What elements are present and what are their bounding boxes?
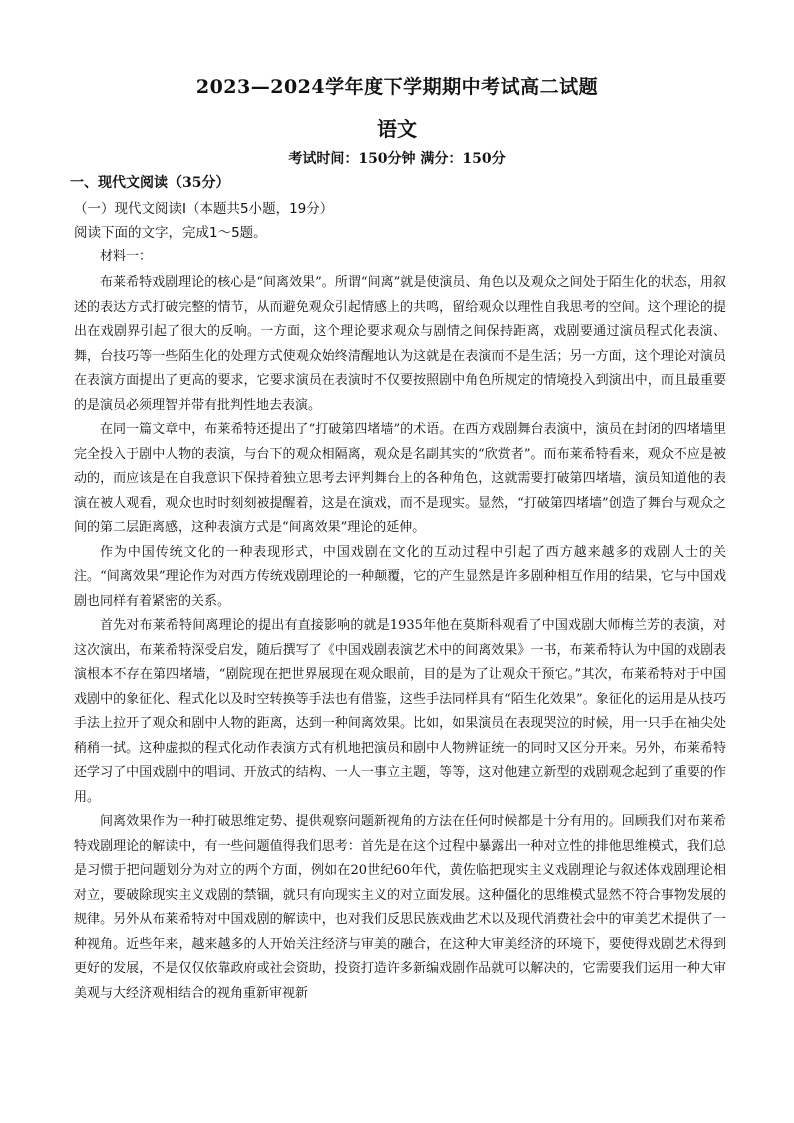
exam-info: 考试时间：150分钟 满分：150分: [288, 151, 506, 167]
passage-paragraph: 间离效果作为一种打破思维定势、提供观察问题新视角的方法在任何时候都是十分有用的。回顾我们对布莱希特戏剧理论的解读中，有一些问题值得我们思考：首先是在这个过程中暴露出一种对立性的排他思维模式，我们总是习惯于把问题划分为对立的两个方面，例如在20世纪60年代，黄佐临把现实主义戏剧理论与叙述体戏剧理论相对立，要破除现实主义戏剧的禁锢，就只有向现实主义的对立面发展。这种僵化的思维模式显然不符合事物发展的规律。另外从布莱希特对中国戏剧的解读中，也对我们反思民族戏曲艺术以及现代消费社会中的审美艺术提供了一种视角。近些年来，越来越多的人开始关注经济与审美的融合，在这种大审美经济的环境下，要使得戏剧艺术得到更好的发展，不是仅仅依靠政府或社会资助，投资打造许多新编戏剧作品就可以解决的，它需要我们运用一种大审美观与大经济观相结合的视角重新审视新: [74, 814, 726, 1001]
section-heading: 一、现代文阅读（35分）: [70, 175, 230, 191]
passage-paragraph: 作为中国传统文化的一种表现形式，中国戏剧在文化的互动过程中引起了西方越来越多的戏剧人士的关注。“间离效果”理论作为对西方传统戏剧理论的一种颠覆，它的产生显然是许多剧种相互作用的结果，它与中国戏剧也同样有着紧密的关系。: [74, 544, 726, 609]
exam-title: 2023—2024学年度下学期期中考试高二试题: [195, 76, 599, 98]
passage-paragraph: 首先对布莱希特间离理论的提出有直接影响的就是1935年他在莫斯科观看了中国戏剧大师梅兰芳的表演，对这次演出，布莱希特深受启发，随后撰写了《中国戏剧表演艺术中的间离效果》一书，布莱希特认为中国的戏剧表演根本不存在第四堵墙，“剧院现在把世界展现在观众眼前，目的是为了让观众干预它。”其次，布莱希特对于中国戏剧中的象征化、程式化以及时空转换等手法也有借鉴，这些手法同样具有“陌生化效果”。象征化的运用是从技巧手法上拉开了观众和剧中人物的距离，达到一种间离效果。比如，如果演员在表现哭泣的时候，用一只手在袖尖处稍稍一拭。这种虚拟的程式化动作表演方式有机地把演员和剧中人物辨证统一的同时又区分开来。另外，布莱希特还学习了中国戏剧中的唱词、开放式的结构、一人一事立主题，等等，这对他建立新型的戏剧观念起到了重要的作用。: [74, 618, 726, 805]
reading-passage: [74, 271, 726, 1006]
subsection-heading: （一）现代文阅读Ⅰ（本题共5小题，19分）: [74, 201, 334, 217]
passage-paragraph: 布莱希特戏剧理论的核心是“间离效果”。所谓“间离”就是使演员、角色以及观众之间处于陌生化的状态，用叙述的表达方式打破完整的情节，从而避免观众引起情感上的共鸣，留给观众以理性自我思考的空间。这个理论的提出在戏剧界引起了很大的反响。一方面，这个理论要求观众与剧情之间保持距离，戏剧要通过演员程式化表演、舞，台技巧等一些陌生化的处理方式使观众始终清醒地认为这就是在表演而不是生活；另一方面，这个理论对演员在表演方面提出了更高的要求，它要求演员在表演时不仅要按照剧中角色所规定的情境投入到演出中，而且最重要的是演员必须理智并带有批判性地去表演。: [74, 275, 726, 413]
reading-instruction: 阅读下面的文字，完成1～5题。: [74, 225, 267, 241]
passage-paragraph: 在同一篇文章中，布莱希特还提出了“打破第四堵墙”的术语。在西方戏剧舞台表演中，演员在封闭的四堵墙里完全投入于剧中人物的表演，与台下的观众相隔离，观众是名副其实的“欣赏者”。而布莱希特看来，观众不应是被动的，而应该是在自我意识下保持着独立思考去评判舞台上的各种角色，这就需要打破第四堵墙，演员知道他的表演在被人观看，观众也时时刻刻被提醒着，这是在演戏，而不是现实。显然，“打破第四堵墙”创造了舞台与观众之间的第二层距离感，这种表演方式是“间离效果”理论的延伸。: [74, 422, 726, 535]
material-label: 材料一：: [100, 249, 153, 264]
subject-title: 语文: [377, 117, 417, 141]
